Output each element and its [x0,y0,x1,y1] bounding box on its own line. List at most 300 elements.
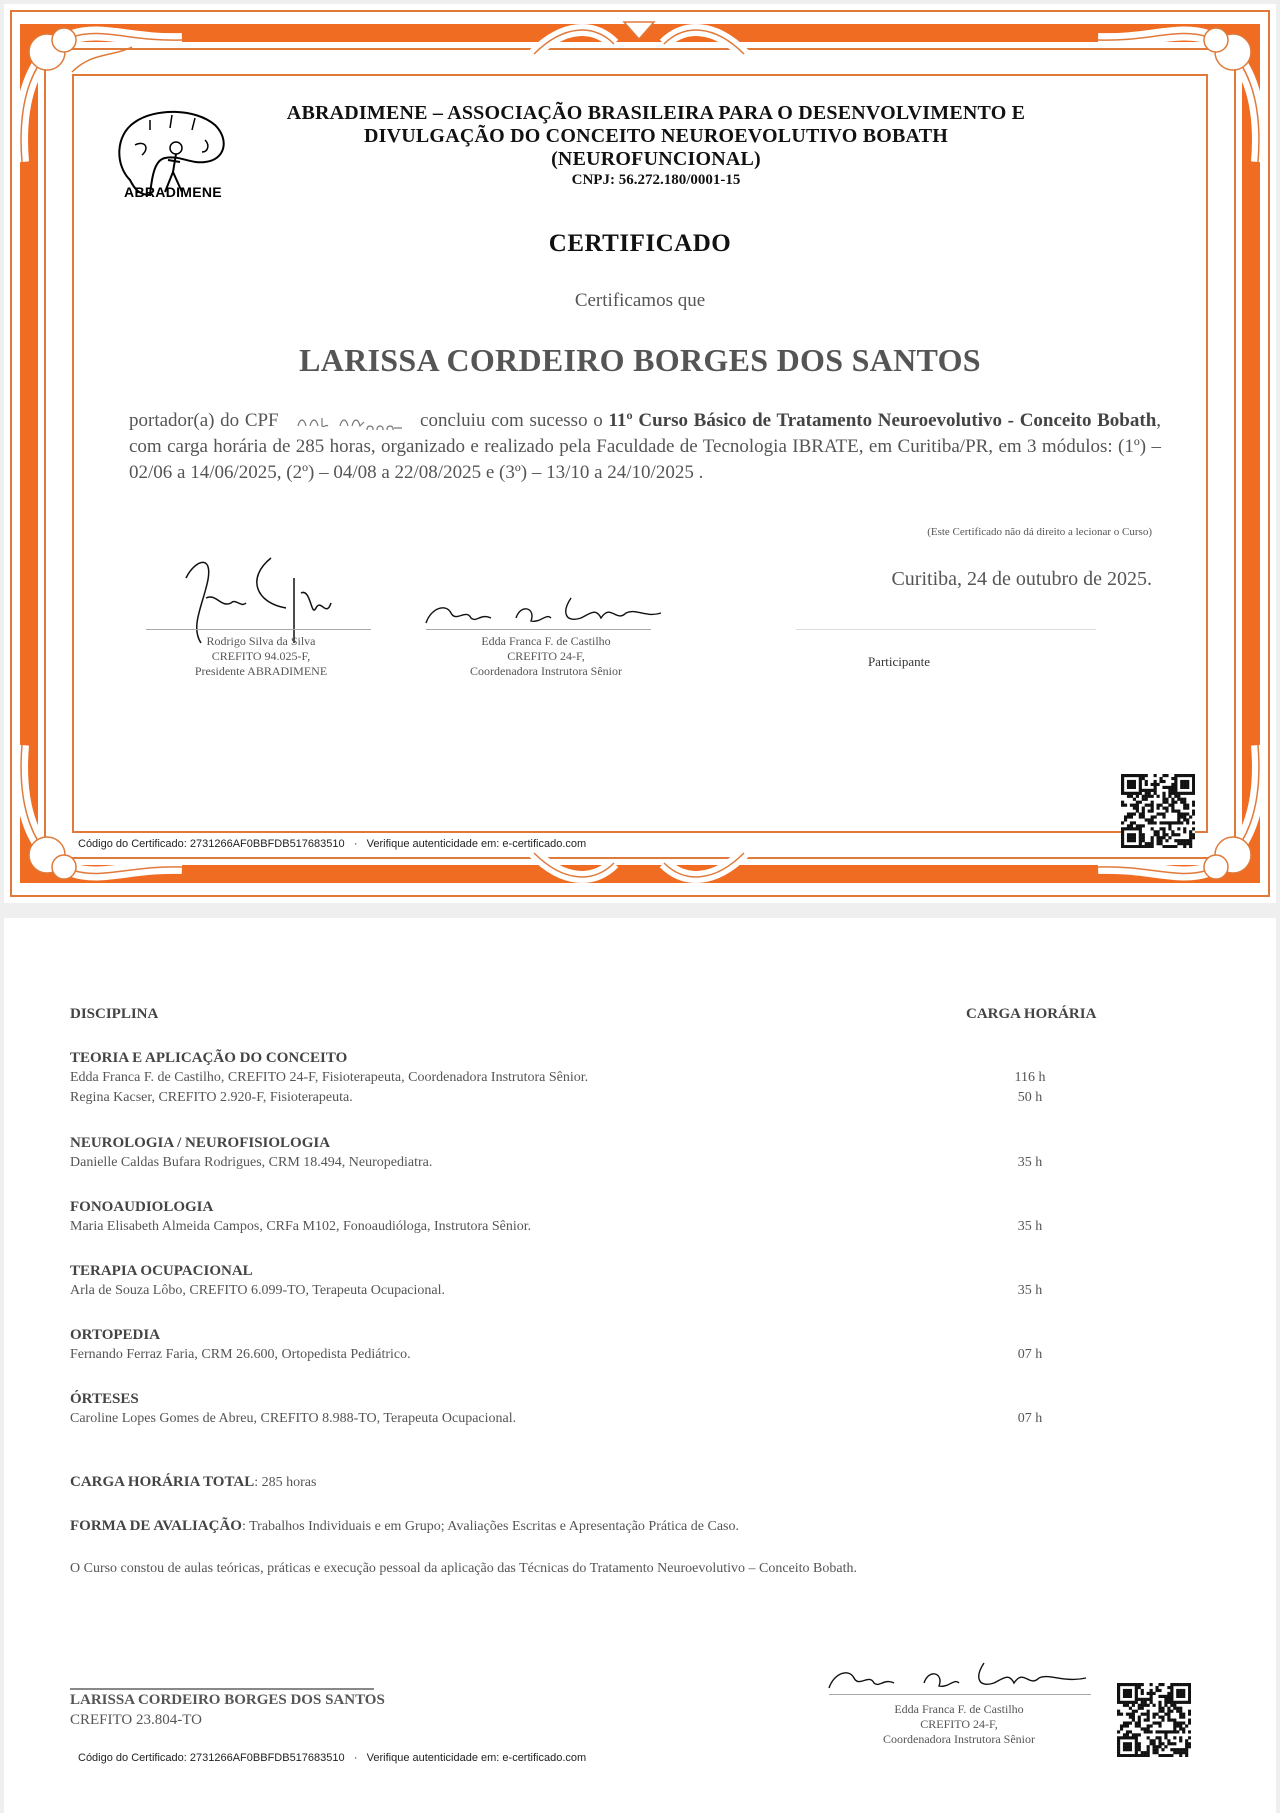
qr-module [1127,824,1130,827]
qr-module [1171,789,1174,792]
qr-module [1183,792,1186,795]
evaluation [70,1518,739,1535]
qr-module [1138,1707,1141,1710]
qr-module [1164,1730,1167,1733]
qr-module [1161,1683,1164,1686]
qr-module [1182,1716,1185,1719]
qr-module [1157,830,1160,833]
qr-module [1151,839,1154,842]
qr-module [1147,1713,1150,1716]
header-discipline: DISCIPLINA [70,1006,159,1022]
qr-module [1138,1698,1141,1701]
hours: 07 h [1017,1347,1043,1362]
qr-module [1155,1689,1158,1692]
qr-module [1183,807,1186,810]
logo-label: ABRADIMENE [124,184,222,200]
qr-module [1174,839,1177,842]
qr-module [1157,836,1160,839]
qr-module [1123,1745,1126,1748]
qr-module [1182,1751,1185,1754]
qr-module [1141,1727,1144,1730]
qr-module [1170,1710,1173,1713]
qr-module [1148,821,1151,824]
qr-module [1188,1745,1191,1748]
qr-module [1138,1683,1141,1686]
qr-module [1164,1704,1167,1707]
qr-module [1147,1724,1150,1727]
qr-module [1147,1727,1150,1730]
qr-module [1132,1736,1135,1739]
qr-module [1126,1701,1129,1704]
qr-module [1139,774,1142,777]
qr-module [1182,1692,1185,1695]
qr-module [1117,1739,1120,1742]
qr-module [1188,1721,1191,1724]
qr-module [1174,777,1177,780]
qr-module [1161,1719,1164,1722]
qr-module [1154,789,1157,792]
qr-module [1121,792,1124,795]
qr-module [1123,1683,1126,1686]
qr-module [1180,812,1183,815]
qr-module [1170,1719,1173,1722]
qr-module [1173,1748,1176,1751]
qr-module [1162,833,1165,836]
hours: 50 h [1017,1090,1043,1105]
qr-module [1165,821,1168,824]
qr-module [1129,1748,1132,1751]
qr-module [1170,1730,1173,1733]
qr-module [1141,1707,1144,1710]
qr-module [1142,839,1145,842]
qr-module [1167,1742,1170,1745]
qr-module [1145,792,1148,795]
org-name-line2: DIVULGAÇÃO DO CONCEITO NEUROEVOLUTIVO BOBATH [363,125,948,147]
qr-module [1164,1745,1167,1748]
signature-edda-icon [824,1658,1094,1698]
qr-module [1165,774,1168,777]
qr-module [1176,1710,1179,1713]
qr-module [1176,1692,1179,1695]
qr-module [1138,1686,1141,1689]
qr-module [1127,812,1130,815]
qr-module [1179,1716,1182,1719]
qr-module [1159,842,1162,845]
qr-module [1188,1701,1191,1704]
qr-module [1162,801,1165,804]
qr-module [1129,1692,1132,1695]
qr-module [1142,774,1145,777]
qr-module [1139,783,1142,786]
qr-module [1161,1754,1164,1757]
qr-module [1188,1710,1191,1713]
qr-module [1120,1724,1123,1727]
qr-module [1180,821,1183,824]
qr-module [1147,1710,1150,1713]
qr-module [1168,786,1171,789]
qr-module [1117,1701,1120,1704]
qr-module [1173,1742,1176,1745]
qr-module [1179,1692,1182,1695]
qr-module [1170,1695,1173,1698]
qr-module [1182,1730,1185,1733]
top-center-ornament-icon [524,14,754,74]
signature-line-2 [426,629,651,630]
qr-module [1173,1701,1176,1704]
qr-module [1192,833,1195,836]
qr-module [1179,1707,1182,1710]
qr-module [1180,783,1183,786]
qr-module [1144,1698,1147,1701]
qr-module [1176,1748,1179,1751]
qr-module [1123,1689,1126,1692]
body-text-part3: , com carga horária de 285 horas, organizado e realizado pela Faculdade de Tecnologia IBRATE, em Curitiba/PR, em 3 módulos: (1º) – 02/06 a 14/06/2025, (2º) – 04/08 a 22/08/2025 e (3º) – 13/10 a 24/10/2025 . [129,410,1162,483]
instructor: Danielle Caldas Bufara Rodrigues, CRM 18.494, Neuropediatra. [70,1155,433,1170]
qr-module [1162,798,1165,801]
qr-module [1170,1689,1173,1692]
qr-module [1162,774,1165,777]
qr-module [1154,833,1157,836]
qr-module [1135,1692,1138,1695]
qr-module [1133,845,1136,848]
qr-module [1177,818,1180,821]
qr-module [1182,1748,1185,1751]
qr-module [1132,1683,1135,1686]
qr-code-icon[interactable] [1121,774,1195,848]
qr-module [1139,839,1142,842]
qr-module [1121,801,1124,804]
qr-module [1167,1739,1170,1742]
qr-module [1139,792,1142,795]
qr-module [1164,1736,1167,1739]
qr-module [1189,842,1192,845]
qr-module [1142,845,1145,848]
qr-module [1153,1716,1156,1719]
qr-module [1192,810,1195,813]
qr-module [1141,1689,1144,1692]
table-row [70,1068,1060,1088]
signer-credential: CREFITO 24-F, [920,1717,998,1731]
instructor: Arla de Souza Lôbo, CREFITO 6.099-TO, Terapeuta Ocupacional. [70,1283,445,1298]
qr-module [1173,1736,1176,1739]
qr-module [1151,807,1154,810]
discipline-title: NEUROLOGIA / NEUROFISIOLOGIA [70,1135,331,1151]
qr-module [1121,774,1124,777]
qr-module [1138,1724,1141,1727]
qr-module [1121,821,1124,824]
qr-module [1124,827,1127,830]
qr-module [1135,1689,1138,1692]
hours: 116 h [1014,1070,1046,1085]
qr-module [1158,1704,1161,1707]
signature-block-2 [446,634,646,679]
qr-module [1155,1713,1158,1716]
qr-module [1183,839,1186,842]
hours: 35 h [1017,1283,1043,1298]
qr-module [1135,1754,1138,1757]
qr-module [1171,804,1174,807]
qr-module [1183,827,1186,830]
qr-module [1183,818,1186,821]
qr-module [1165,786,1168,789]
qr-module [1183,842,1186,845]
qr-module [1179,1701,1182,1704]
qr-module [1129,1716,1132,1719]
qr-module [1158,1730,1161,1733]
verify-link[interactable]: Verifique autenticidade em: e-certificado.com [366,838,587,850]
qr-module [1179,1748,1182,1751]
qr-module [1188,1719,1191,1722]
signer-block [859,1702,1059,1747]
signer-signature-line [829,1694,1091,1695]
qr-module [1142,824,1145,827]
qr-module [1139,827,1142,830]
qr-module [1121,830,1124,833]
qr-module [1135,1710,1138,1713]
signature-line-1 [146,629,371,630]
course-description: O Curso constou de aulas teóricas, práticas e execução pessoal da aplicação das Técnicas do Tratamento Neuroevolutivo – Conceito Bobath. [70,1561,858,1576]
qr-module [1139,780,1142,783]
qr-module [1188,1683,1191,1686]
redacted-cpf-icon [294,414,404,430]
qr-module [1132,1754,1135,1757]
qr-module [1189,774,1192,777]
qr-module [1130,795,1133,798]
qr-module [1165,833,1168,836]
qr-module [1182,1713,1185,1716]
signer-credential: CREFITO 24-F, [507,649,585,663]
qr-module [1127,845,1130,848]
qr-module [1142,815,1145,818]
footer-separator: · [353,1752,358,1764]
qr-module [1126,1730,1129,1733]
qr-module [1138,1754,1141,1757]
qr-module [1158,1716,1161,1719]
qr-module [1153,1751,1156,1754]
qr-module [1129,1742,1132,1745]
qr-module [1127,783,1130,786]
qr-module [1165,798,1168,801]
qr-module [1171,801,1174,804]
participant-label: Participante [867,654,931,669]
discipline-title: TEORIA E APLICAÇÃO DO CONCEITO [70,1050,348,1066]
evaluation-label: FORMA DE AVALIAÇÃO [70,1518,242,1534]
qr-module [1168,789,1171,792]
verify-link[interactable]: Verifique autenticidade em: e-certificado.com [366,1752,587,1764]
qr-module [1135,1701,1138,1704]
qr-module [1138,1745,1141,1748]
qr-module [1151,827,1154,830]
qr-module [1167,1692,1170,1695]
qr-module [1177,812,1180,815]
instructor: Fernando Ferraz Faria, CRM 26.600, Ortopedista Pediátrico. [70,1347,411,1362]
signature-block-1 [166,634,356,679]
qr-module [1139,845,1142,848]
qr-module [1144,1730,1147,1733]
qr-module [1121,777,1124,780]
qr-module [1179,1710,1182,1713]
qr-module [1167,1754,1170,1757]
qr-module [1142,789,1145,792]
qr-module [1177,774,1180,777]
qr-module [1120,1754,1123,1757]
qr-module [1168,804,1171,807]
qr-module [1189,845,1192,848]
qr-module [1126,1721,1129,1724]
syllabus-footer [78,1752,586,1764]
qr-module [1174,810,1177,813]
qr-module [1139,777,1142,780]
qr-module [1127,839,1130,842]
qr-code-icon[interactable] [1117,1683,1191,1757]
qr-module [1121,833,1124,836]
qr-module [1176,1701,1179,1704]
qr-module [1126,1745,1129,1748]
qr-module [1177,815,1180,818]
qr-module [1158,1754,1161,1757]
qr-module [1127,795,1130,798]
qr-module [1148,818,1151,821]
qr-module [1117,1692,1120,1695]
qr-module [1148,845,1151,848]
qr-module [1124,815,1127,818]
qr-module [1120,1683,1123,1686]
qr-module [1139,836,1142,839]
qr-module [1141,1701,1144,1704]
qr-module [1153,1721,1156,1724]
qr-module [1132,1704,1135,1707]
hours: 35 h [1017,1219,1043,1234]
qr-module [1142,777,1145,780]
qr-module [1138,1716,1141,1719]
qr-module [1135,1742,1138,1745]
qr-module [1151,810,1154,813]
qr-module [1154,830,1157,833]
qr-module [1130,839,1133,842]
qr-module [1154,815,1157,818]
qr-module [1188,1695,1191,1698]
instructor: Maria Elisabeth Almeida Campos, CRFa M102, Fonoaudióloga, Instrutora Sênior. [70,1219,532,1234]
qr-module [1182,1695,1185,1698]
qr-module [1171,833,1174,836]
qr-module [1126,1695,1129,1698]
qr-module [1136,810,1139,813]
qr-module [1167,1710,1170,1713]
qr-module [1117,1686,1120,1689]
qr-module [1189,830,1192,833]
qr-module [1145,783,1148,786]
qr-module [1124,792,1127,795]
discipline-teoria [70,1048,1060,1108]
qr-module [1136,845,1139,848]
qr-module [1174,792,1177,795]
qr-module [1138,1748,1141,1751]
qr-module [1167,1695,1170,1698]
qr-module [1141,1683,1144,1686]
qr-module [1182,1727,1185,1730]
qr-module [1153,1704,1156,1707]
qr-module [1147,1736,1150,1739]
qr-module [1130,836,1133,839]
qr-module [1123,1701,1126,1704]
qr-module [1192,801,1195,804]
discipline-title: FONOAUDIOLOGIA [70,1199,214,1215]
qr-module [1154,783,1157,786]
qr-module [1133,780,1136,783]
qr-module [1186,804,1189,807]
qr-module [1179,1689,1182,1692]
qr-module [1162,827,1165,830]
qr-module [1129,1707,1132,1710]
qr-module [1186,783,1189,786]
qr-module [1130,786,1133,789]
qr-module [1121,839,1124,842]
qr-module [1167,1713,1170,1716]
org-cnpj: CNPJ: 56.272.180/0001-15 [571,172,741,188]
qr-module [1168,792,1171,795]
qr-module [1192,789,1195,792]
qr-module [1174,833,1177,836]
qr-module [1132,1716,1135,1719]
qr-module [1133,786,1136,789]
qr-module [1127,836,1130,839]
qr-module [1167,1698,1170,1701]
qr-module [1150,1730,1153,1733]
qr-module [1144,1704,1147,1707]
qr-module [1147,1754,1150,1757]
qr-module [1159,839,1162,842]
qr-module [1155,1748,1158,1751]
qr-module [1157,833,1160,836]
qr-module [1155,1751,1158,1754]
qr-module [1157,812,1160,815]
qr-module [1164,1698,1167,1701]
table-row [70,1345,1060,1365]
qr-module [1133,833,1136,836]
qr-module [1142,795,1145,798]
signature-edda-icon [421,593,671,633]
qr-module [1158,1721,1161,1724]
qr-module [1180,786,1183,789]
qr-module [1158,1745,1161,1748]
qr-module [1129,1701,1132,1704]
qr-module [1135,1686,1138,1689]
qr-module [1153,1748,1156,1751]
qr-module [1126,1754,1129,1757]
qr-module [1124,845,1127,848]
qr-module [1151,815,1154,818]
qr-module [1173,1721,1176,1724]
qr-module [1165,807,1168,810]
qr-module [1145,798,1148,801]
instructor: Caroline Lopes Gomes de Abreu, CREFITO 8.988-TO, Terapeuta Ocupacional. [70,1411,517,1426]
qr-module [1180,801,1183,804]
qr-module [1142,836,1145,839]
hours: 35 h [1017,1155,1043,1170]
qr-module [1159,836,1162,839]
qr-module [1130,833,1133,836]
qr-module [1170,1692,1173,1695]
total-hours [70,1474,316,1491]
qr-module [1164,1695,1167,1698]
qr-module [1185,1724,1188,1727]
qr-module [1148,792,1151,795]
qr-module [1141,1692,1144,1695]
qr-module [1179,1695,1182,1698]
qr-module [1170,1701,1173,1704]
qr-module [1161,1695,1164,1698]
qr-module [1185,1754,1188,1757]
